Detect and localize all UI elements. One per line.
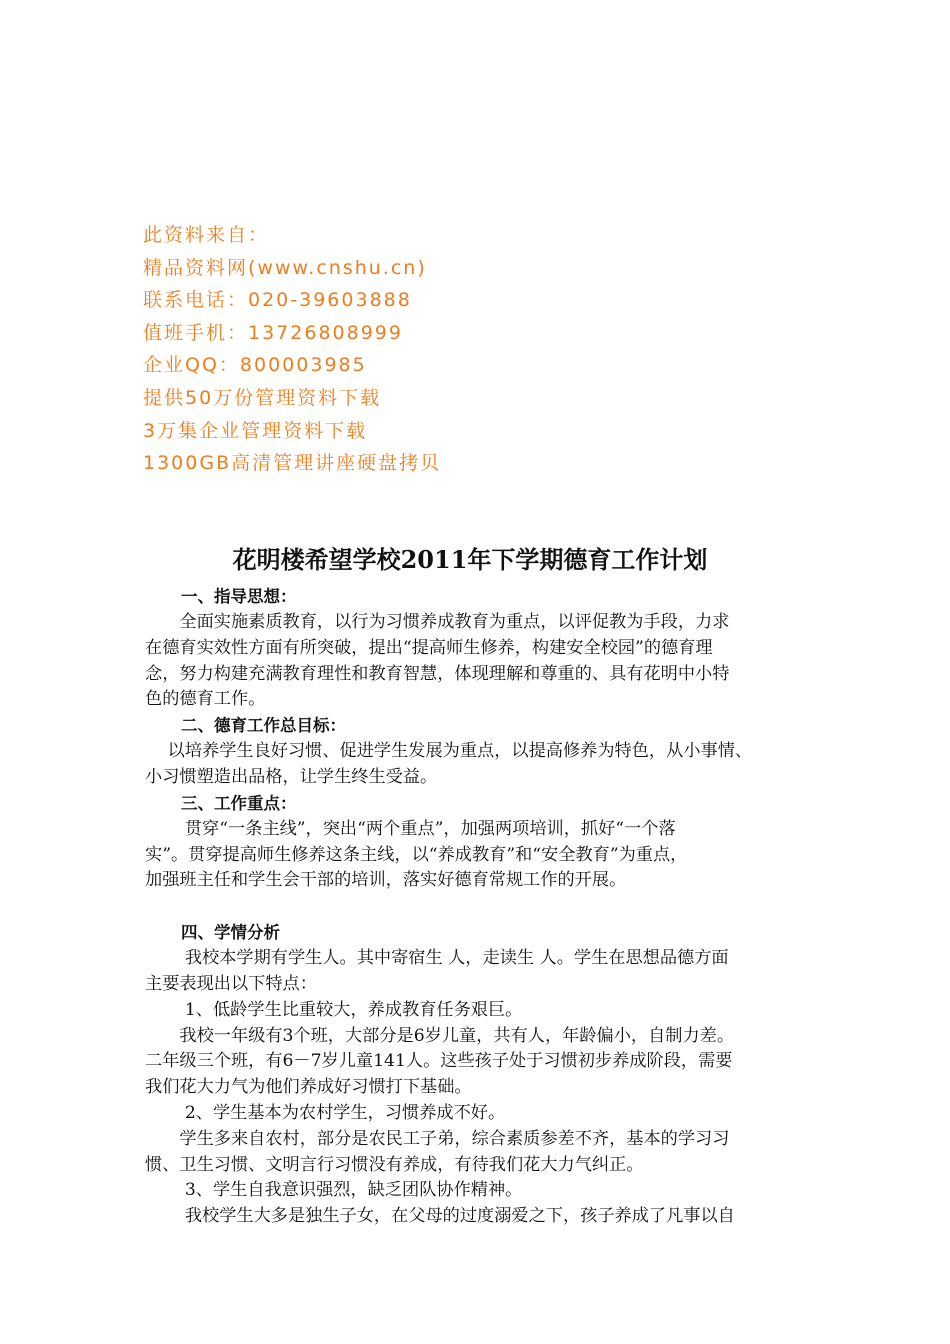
section-heading-overall-goal: 二、德育工作总目标： <box>181 716 346 736</box>
section-body-key-work: 贯穿“一条主线”，突出“两个重点”，加强两项培训，抓好“一个落 实”。贯穿提高师生修养这条主线，以“养成教育”和“安全教育”为重点， 加强班主任和学生会干部的培训，落实好德育常规工作的开展。 <box>145 818 688 891</box>
section-heading-key-work: 三、工作重点： <box>181 793 297 813</box>
offer-line-3: 1300GB高清管理讲座硬盘拷贝 <box>143 452 442 475</box>
offer-line-2: 3万集企业管理资料下载 <box>143 419 368 442</box>
section-heading-guiding-ideology: 一、指导思想： <box>181 587 297 606</box>
source-notice <box>143 219 441 480</box>
website-line: 精品资料网(www.cnshu.cn) <box>143 256 427 279</box>
section-body-student-analysis: 我校本学期有学生人。其中寄宿生 人，走读生 人。学生在思想品德方面 主要表现出以下特点： 1、低龄学生比重较大，养成教育任务艰巨。 我校一年级有3个班，大部分是6岁儿童，共有人，年龄偏小，自制力差。 二年级三个班，有6－7岁儿童141人。这些孩子处于习惯初步养成阶段，需要 我们花大力气为他们养成好习惯打下基础。 2、学生基本为农村学生，习惯养成不好。 学生多来自农村，部分是农民工子弟，综合素质参差不齐，基本的学习习 惯、卫生习惯、文明言行习惯没有养成，有待我们花大力气纠正。 3、学生自我意识强烈，缺乏团队协作精神。 我校学生大多是独生子女，在父母的过度溺爱之下，孩子养成了凡事以自 <box>145 948 735 1227</box>
section-heading-student-analysis: 四、学情分析 <box>181 923 280 943</box>
section-body-overall-goal: 以培养学生良好习惯、促进学生发展为重点，以提高修养为特色，从小事情、 小习惯塑造出品格，让学生终生受益。 <box>145 741 753 787</box>
section-body-guiding-ideology: 全面实施素质教育，以行为习惯养成教育为重点，以评促教为手段，力求 在德育实效性方面有所突破，提出“提高师生修养，构建安全校园”的德育理 念，努力构建充满教育理性和教育智慧，体现理解和尊重的、具有花明中小特 色的德育工作。 <box>145 612 730 710</box>
phone-line: 联系电话：020-39603888 <box>143 289 412 312</box>
paragraph-spacer <box>145 894 825 920</box>
mobile-line: 值班手机：13726808999 <box>143 321 403 344</box>
qq-line: 企业QQ：800003985 <box>143 354 367 377</box>
document-body <box>145 540 825 1230</box>
offer-line-1: 提供50万份管理资料下载 <box>143 386 382 409</box>
document-title: 花明楼希望学校2011年下学期德育工作计划 <box>232 545 708 574</box>
source-label: 此资料来自： <box>143 224 270 246</box>
